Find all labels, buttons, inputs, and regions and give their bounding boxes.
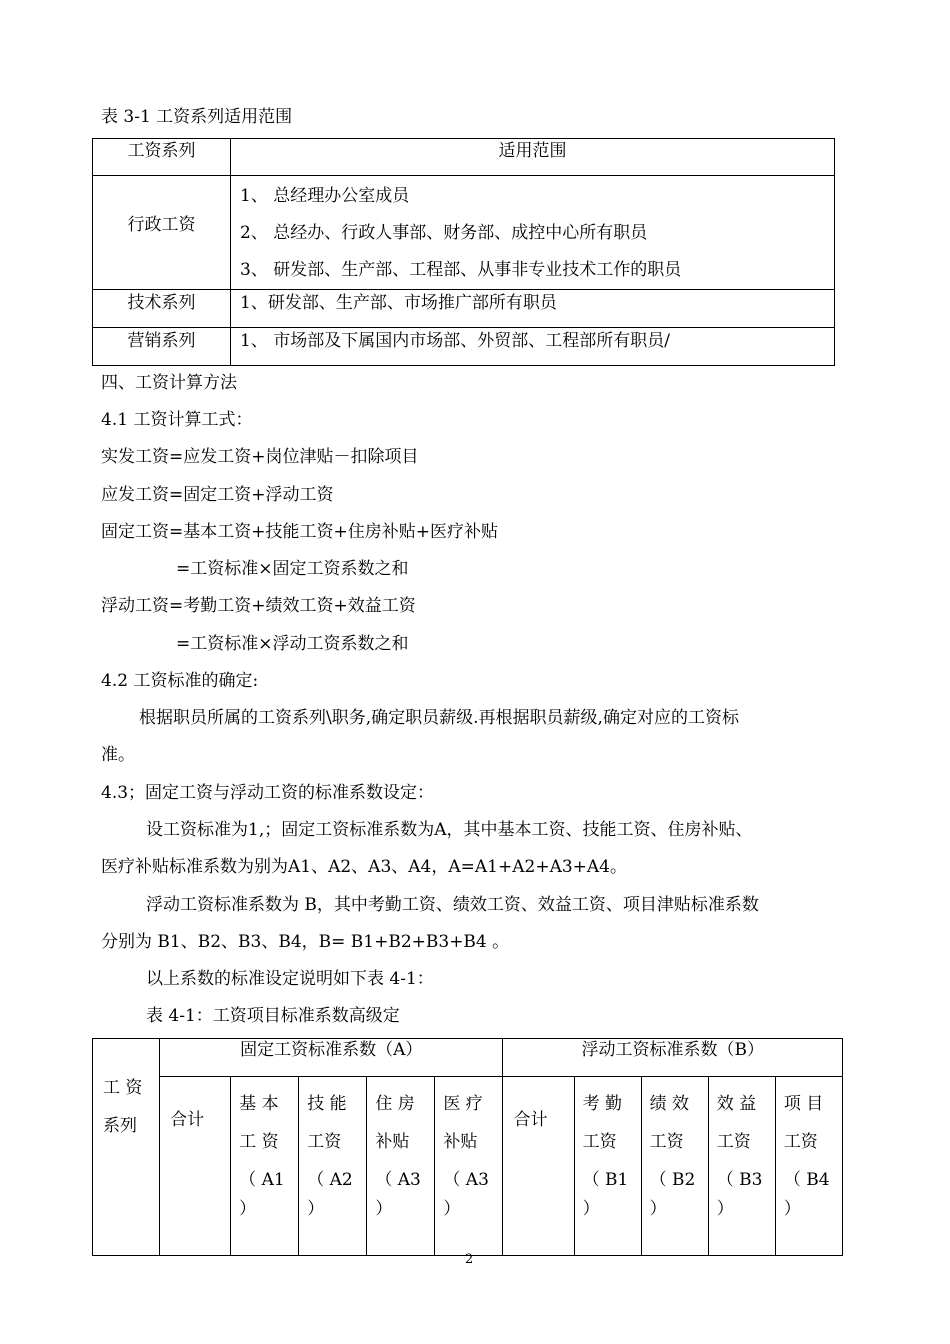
cell-line: ）: [307, 1199, 325, 1219]
page-number: 2: [465, 1252, 474, 1267]
cell-line: 住 房: [375, 1094, 415, 1114]
cell-line: （ B3: [716, 1170, 763, 1190]
cell-line: （ A3: [443, 1170, 489, 1190]
cell-line: 效 益: [716, 1094, 757, 1114]
cell-line: 考 勤: [582, 1094, 622, 1114]
formula-line: 实发工资=应发工资+岗位津贴－扣除项目: [101, 447, 419, 467]
float-coef-cell: [708, 1077, 775, 1256]
float-coef-cell: [775, 1077, 842, 1256]
cell-line: （ B1: [582, 1170, 629, 1190]
float-total-cell: 合计: [503, 1077, 574, 1256]
table-row: [93, 328, 835, 366]
cell-line: 工资: [783, 1132, 818, 1152]
cell-line: 工资: [716, 1132, 751, 1152]
series-header-line: 工 资: [103, 1078, 143, 1098]
subsection-4-2: 4.2 工资标准的确定:: [101, 671, 259, 691]
cell-line: 工资: [649, 1132, 684, 1152]
cell-line: 工资: [582, 1132, 617, 1152]
series-cell: 技术系列: [93, 290, 231, 328]
cell-line: ）: [783, 1199, 801, 1219]
cell-line: 项 目: [783, 1094, 824, 1114]
header-scope: 适用范围: [231, 139, 835, 176]
series-cell: 行政工资: [93, 176, 231, 290]
scope-item: 3、 研发部、生产部、工程部、从事非专业技术工作的职员: [240, 260, 682, 280]
scope-item: 1、 总经理办公室成员: [240, 186, 410, 206]
series-header-cell: [93, 1039, 160, 1256]
cell-line: （ A3: [375, 1170, 421, 1190]
fixed-coefficient-header: 固定工资标准系数（A）: [160, 1039, 503, 1077]
cell-line: （ A1: [239, 1170, 285, 1190]
cell-line: （ B2: [649, 1170, 696, 1190]
table-3-1-caption: 表 3-1 工资系列适用范围: [101, 107, 293, 127]
paragraph-line: 准。: [101, 745, 135, 765]
cell-line: 技 能: [307, 1094, 347, 1114]
series-header-line: 系列: [103, 1116, 137, 1136]
cell-line: ）: [443, 1199, 461, 1219]
cell-line: ）: [582, 1199, 600, 1219]
cell-line: 工 资: [239, 1132, 279, 1152]
fixed-total-cell: 合计: [160, 1077, 231, 1256]
cell-line: 绩 效: [649, 1094, 690, 1114]
table-header-row: [93, 1039, 843, 1077]
table-3-1: [92, 138, 835, 366]
series-cell: 营销系列: [93, 328, 231, 366]
fixed-coef-cell: [231, 1077, 299, 1256]
cell-line: ）: [239, 1199, 257, 1219]
fixed-coef-cell: [367, 1077, 435, 1256]
cell-line: ）: [716, 1199, 734, 1219]
scope-item: 2、 总经办、行政人事部、财务部、成控中心所有职员: [240, 223, 648, 243]
fixed-coef-cell: [299, 1077, 367, 1256]
section-heading: 四、工资计算方法: [101, 373, 237, 393]
subsection-4-1: 4.1 工资计算工式：: [101, 410, 253, 430]
table-row: [93, 176, 835, 290]
paragraph-line: 分别为 B1、B2、B3、B4，B= B1+B2+B3+B4 。: [101, 932, 510, 952]
table-4-1-caption: 表 4-1：工资项目标准系数高级定: [146, 1006, 400, 1026]
table-row: [93, 1077, 843, 1256]
cell-line: 补贴: [375, 1132, 410, 1152]
header-series: 工资系列: [93, 139, 231, 176]
scope-cell: [231, 176, 835, 290]
float-coef-cell: [641, 1077, 708, 1256]
cell-line: 补贴: [443, 1132, 478, 1152]
paragraph-line: 浮动工资标准系数为 B，其中考勤工资、绩效工资、效益工资、项目津贴标准系数: [146, 895, 759, 915]
scope-cell: 1、研发部、生产部、市场推广部所有职员: [231, 290, 835, 328]
cell-line: 基 本: [239, 1094, 279, 1114]
table-4-1: [92, 1038, 843, 1256]
cell-line: （ A2: [307, 1170, 353, 1190]
cell-line: （ B4: [783, 1170, 830, 1190]
cell-line: ）: [375, 1199, 393, 1219]
table-row: [93, 290, 835, 328]
formula-line: =工资标准×浮动工资系数之和: [176, 634, 409, 654]
fixed-coef-cell: [435, 1077, 503, 1256]
table-header-row: [93, 139, 835, 176]
cell-line: 医 疗: [443, 1094, 483, 1114]
cell-line: 工资: [307, 1132, 342, 1152]
formula-line: 浮动工资=考勤工资+绩效工资+效益工资: [101, 596, 416, 616]
formula-line: =工资标准×固定工资系数之和: [176, 559, 409, 579]
subsection-4-3: 4.3；固定工资与浮动工资的标准系数设定：: [101, 783, 435, 803]
cell-line: ）: [649, 1199, 667, 1219]
paragraph-line: 设工资标准为1,；固定工资标准系数为A，其中基本工资、技能工资、住房补贴、: [146, 820, 753, 840]
paragraph-line: 医疗补贴标准系数为别为A1、A2、A3、A4，A=A1+A2+A3+A4。: [101, 857, 627, 877]
formula-line: 固定工资=基本工资+技能工资+住房补贴+医疗补贴: [101, 522, 498, 542]
float-coefficient-header: 浮动工资标准系数（B）: [503, 1039, 843, 1077]
formula-line: 应发工资=固定工资+浮动工资: [101, 485, 334, 505]
paragraph-line: 以上系数的标准设定说明如下表 4-1：: [146, 969, 434, 989]
float-coef-cell: [574, 1077, 641, 1256]
paragraph-line: 根据职员所属的工资系列\职务,确定职员薪级.再根据职员薪级,确定对应的工资标: [139, 708, 739, 728]
scope-cell: 1、 市场部及下属国内市场部、外贸部、工程部所有职员/: [231, 328, 835, 366]
